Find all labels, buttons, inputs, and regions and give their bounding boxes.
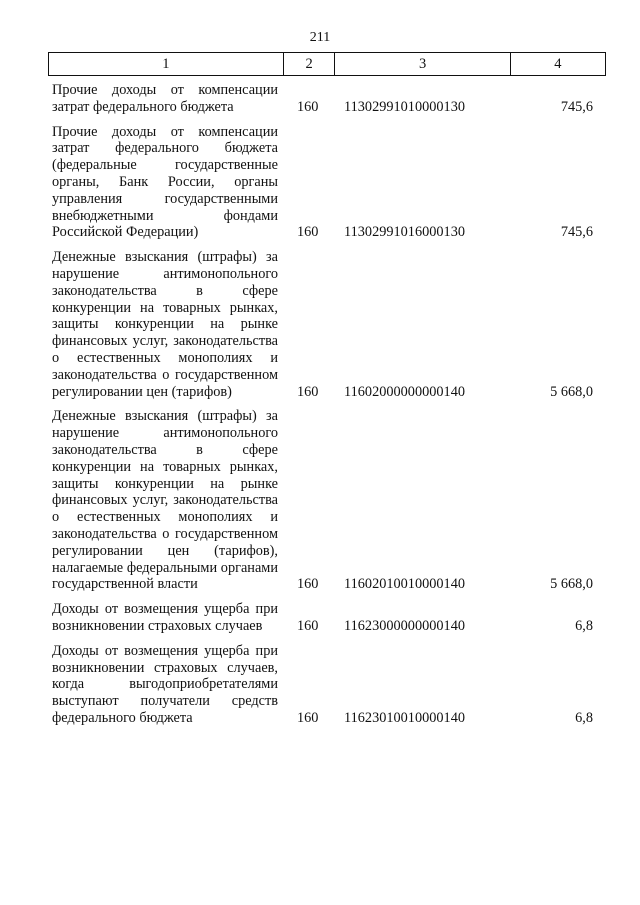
row-description: Денежные взыскания (штрафы) за нарушение антимонопольного законодательства в сфере конкуренции на товарных рынках, защиты конкуренции на рынке финансовых услуг, законодательства о естественных монополиях и законодательства о государственном регулировании цен (тарифов), налагаемые федеральными органами государственной власти xyxy=(52,408,278,593)
header-col-4: 4 xyxy=(510,53,605,76)
row-amount: 5 668,0 xyxy=(550,383,593,400)
table-body xyxy=(52,82,593,735)
row-amount: 6,8 xyxy=(575,709,593,726)
row-admin-code: 160 xyxy=(297,709,319,726)
row-budget-code: 11623000000000140 xyxy=(344,617,465,634)
header-col-3: 3 xyxy=(335,53,510,76)
row-budget-code: 11623010010000140 xyxy=(344,709,465,726)
row-description: Прочие доходы от компенсации затрат федерального бюджета (федеральные государственные органы, Банк России, органы управления государственными внебюджетными фондами Российской Федерации) xyxy=(52,123,278,241)
row-description: Прочие доходы от компенсации затрат федерального бюджета xyxy=(52,82,278,115)
table-row xyxy=(52,408,593,593)
row-admin-code: 160 xyxy=(297,98,319,115)
header-col-1: 1 xyxy=(49,53,284,76)
header-col-2: 2 xyxy=(283,53,335,76)
table-header xyxy=(48,52,606,76)
row-description: Доходы от возмещения ущерба при возникновении страховых случаев, когда выгодоприобретателями выступают получатели средств федерального бюджета xyxy=(52,642,278,726)
row-amount: 6,8 xyxy=(575,617,593,634)
row-admin-code: 160 xyxy=(297,617,319,634)
row-admin-code: 160 xyxy=(297,576,319,593)
row-description: Денежные взыскания (штрафы) за нарушение антимонопольного законодательства в сфере конкуренции на товарных рынках, защиты конкуренции на рынке финансовых услуг, законодательства о естественных монополиях и законодательства о государственном регулировании цен (тарифов) xyxy=(52,249,278,400)
row-budget-code: 11302991016000130 xyxy=(344,224,465,241)
row-amount: 5 668,0 xyxy=(550,576,593,593)
row-admin-code: 160 xyxy=(297,224,319,241)
row-description: Доходы от возмещения ущерба при возникновении страховых случаев xyxy=(52,601,278,634)
row-budget-code: 11302991010000130 xyxy=(344,98,465,115)
row-budget-code: 11602000000000140 xyxy=(344,383,465,400)
table-row xyxy=(52,82,593,116)
row-amount: 745,6 xyxy=(560,98,593,115)
row-budget-code: 11602010010000140 xyxy=(344,576,465,593)
page-number: 211 xyxy=(309,30,331,45)
row-admin-code: 160 xyxy=(297,383,319,400)
table-row xyxy=(52,601,593,635)
row-amount: 745,6 xyxy=(560,224,593,241)
table-row xyxy=(52,643,593,727)
table-row xyxy=(52,124,593,242)
table-row xyxy=(52,249,593,400)
